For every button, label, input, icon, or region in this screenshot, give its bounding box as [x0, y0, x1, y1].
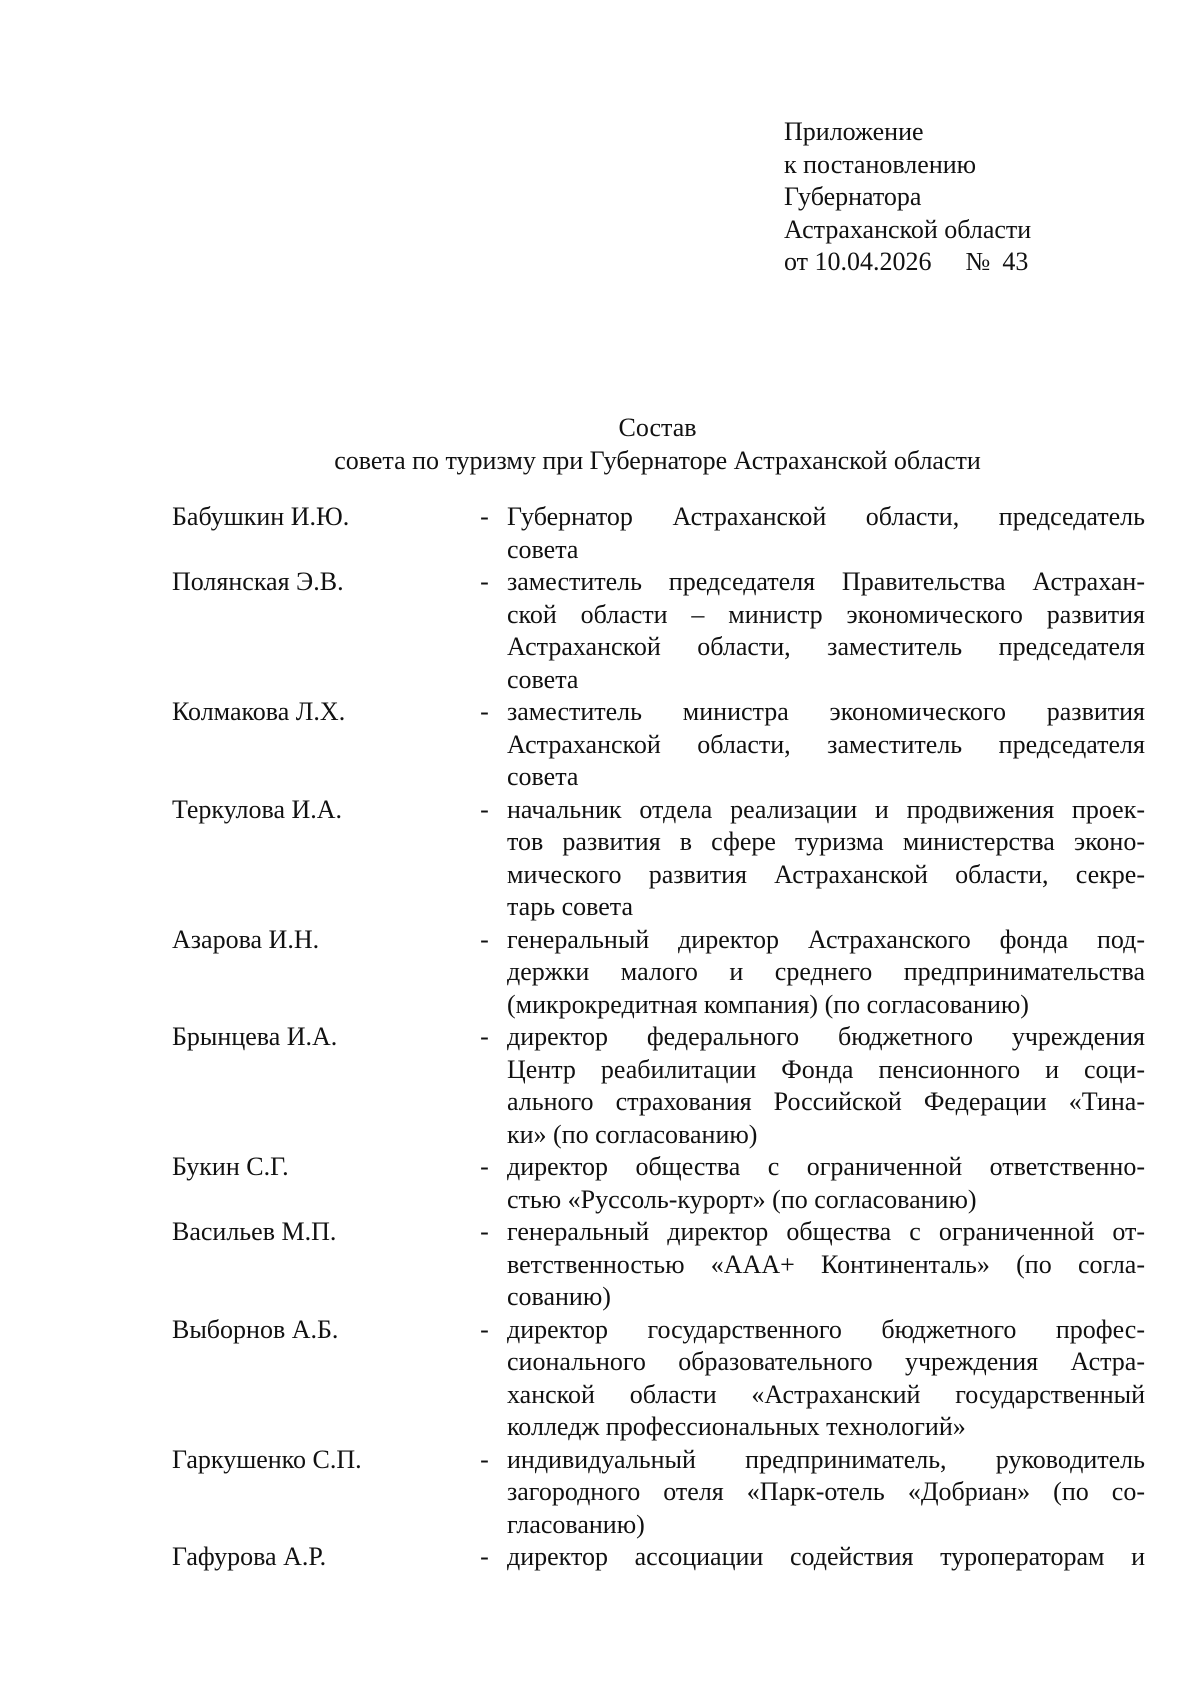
member-row [172, 1541, 1145, 1574]
member-dash: - [480, 1444, 489, 1474]
member-role-line: тов развития в сфере туризма министерства эконо- [507, 827, 1145, 856]
member-role-line: Астраханской области, заместитель председателя [507, 632, 1145, 661]
member-name: Теркулова И.А. [172, 794, 343, 824]
member-row [172, 566, 1145, 696]
member-role-line: совета [507, 534, 579, 564]
member-name: Выборнов А.Б. [172, 1314, 339, 1344]
member-name: Полянская Э.В. [172, 567, 344, 596]
member-role [507, 1314, 1145, 1444]
appendix-line-3: Губернатора [784, 182, 922, 211]
member-role-line: директор федерального бюджетного учреждения [507, 1022, 1145, 1051]
member-dash: - [480, 567, 489, 596]
member-role-line: загородного отеля «Парк-отель «Добриан» (по со- [507, 1477, 1145, 1506]
appendix-line-4: Астраханской области [784, 214, 1032, 244]
member-role-line: Губернатор Астраханской области, председатель [507, 502, 1145, 531]
member-name: Бабушкин И.Ю. [172, 502, 350, 531]
member-role-line: ального страхования Российской Федерации «Тина- [507, 1087, 1145, 1116]
member-role-line: заместитель председателя Правительства Астрахан- [507, 567, 1145, 596]
member-role-line: Астраханской области, заместитель председателя [507, 729, 1145, 759]
member-row [172, 696, 1145, 794]
member-row [172, 924, 1145, 1022]
member-row [172, 1314, 1145, 1444]
member-role-line: директор общества с ограниченной ответственно- [507, 1152, 1145, 1181]
member-role [507, 1541, 1145, 1574]
appendix-block [784, 116, 1164, 279]
member-row [172, 794, 1145, 924]
member-dash: - [480, 1217, 489, 1246]
member-role-line: совета [507, 664, 579, 694]
member-role-line: директор государственного бюджетного профес- [507, 1314, 1145, 1344]
appendix-line-2: к постановлению [784, 149, 977, 179]
member-role-line: индивидуальный предприниматель, руководитель [507, 1444, 1145, 1474]
member-name: Колмакова Л.Х. [172, 697, 346, 726]
member-role-line: Центр реабилитации Фонда пенсионного и соци- [507, 1054, 1145, 1084]
member-dash: - [480, 1542, 489, 1571]
member-name: Брынцева И.А. [172, 1022, 338, 1051]
member-role-line: заместитель министра экономического развития [507, 697, 1145, 726]
member-role-line: ханской области «Астраханский государственный [507, 1379, 1145, 1409]
member-dash: - [480, 1314, 489, 1344]
member-name: Букин С.Г. [172, 1152, 289, 1181]
document-title-line-2: совета по туризму при Губернаторе Астраханской области [334, 445, 981, 475]
member-role-line: ской области – министр экономического развития [507, 599, 1145, 629]
member-dash: - [480, 697, 489, 726]
member-row [172, 501, 1145, 566]
appendix-number-sign: № [965, 247, 991, 276]
member-role [507, 1021, 1145, 1151]
member-row [172, 1216, 1145, 1314]
member-role-line: сованию) [507, 1282, 611, 1311]
member-role-line: ветственностью «ААА+ Континенталь» (по согла- [507, 1249, 1145, 1279]
appendix-date-line [784, 246, 1164, 279]
member-role [507, 1444, 1145, 1542]
member-role [507, 566, 1145, 696]
member-dash: - [480, 794, 489, 824]
appendix-date: 10.04.2026 [814, 247, 932, 276]
member-role-line: гласованию) [507, 1509, 645, 1539]
member-row [172, 1021, 1145, 1151]
member-role-line: (микрокредитная компания) (по согласованию) [507, 989, 1029, 1019]
member-row [172, 1444, 1145, 1542]
member-name: Гафурова А.Р. [172, 1542, 327, 1571]
member-dash: - [480, 924, 489, 954]
member-name: Васильев М.П. [172, 1217, 337, 1246]
member-role-line: стью «Руссоль-курорт» (по согласованию) [507, 1184, 977, 1214]
member-role [507, 501, 1145, 566]
appendix-date-prefix: от [784, 247, 809, 276]
document-title-line-1: Состав [618, 413, 697, 442]
member-role-line: начальник отдела реализации и продвижения проек- [507, 794, 1145, 824]
member-dash: - [480, 1152, 489, 1181]
member-row [172, 1151, 1145, 1216]
member-role-line: тарь совета [507, 892, 634, 921]
member-role-line: держки малого и среднего предпринимательства [507, 957, 1145, 986]
members-list [172, 501, 1145, 1574]
member-name: Азарова И.Н. [172, 924, 320, 954]
member-role [507, 1216, 1145, 1314]
member-role-line: мического развития Астраханской области, секре- [507, 859, 1145, 889]
member-name: Гаркушенко С.П. [172, 1444, 362, 1474]
member-role [507, 1151, 1145, 1216]
document-title [170, 412, 1145, 477]
member-role-line: совета [507, 762, 579, 791]
appendix-number: 43 [1002, 247, 1029, 276]
member-role-line: директор ассоциации содействия туроператорам и [507, 1542, 1145, 1571]
appendix-line-1: Приложение [784, 117, 924, 146]
member-role [507, 794, 1145, 924]
member-role-line: колледж профессиональных технологий» [507, 1412, 966, 1441]
member-role-line: генеральный директор Астраханского фонда под- [507, 924, 1145, 954]
member-role [507, 924, 1145, 1022]
member-dash: - [480, 502, 489, 531]
member-role-line: генеральный директор общества с ограниченной от- [507, 1217, 1145, 1246]
member-role [507, 696, 1145, 794]
member-role-line: ки» (по согласованию) [507, 1119, 758, 1149]
member-role-line: сионального образовательного учреждения Астра- [507, 1347, 1145, 1376]
member-dash: - [480, 1022, 489, 1051]
